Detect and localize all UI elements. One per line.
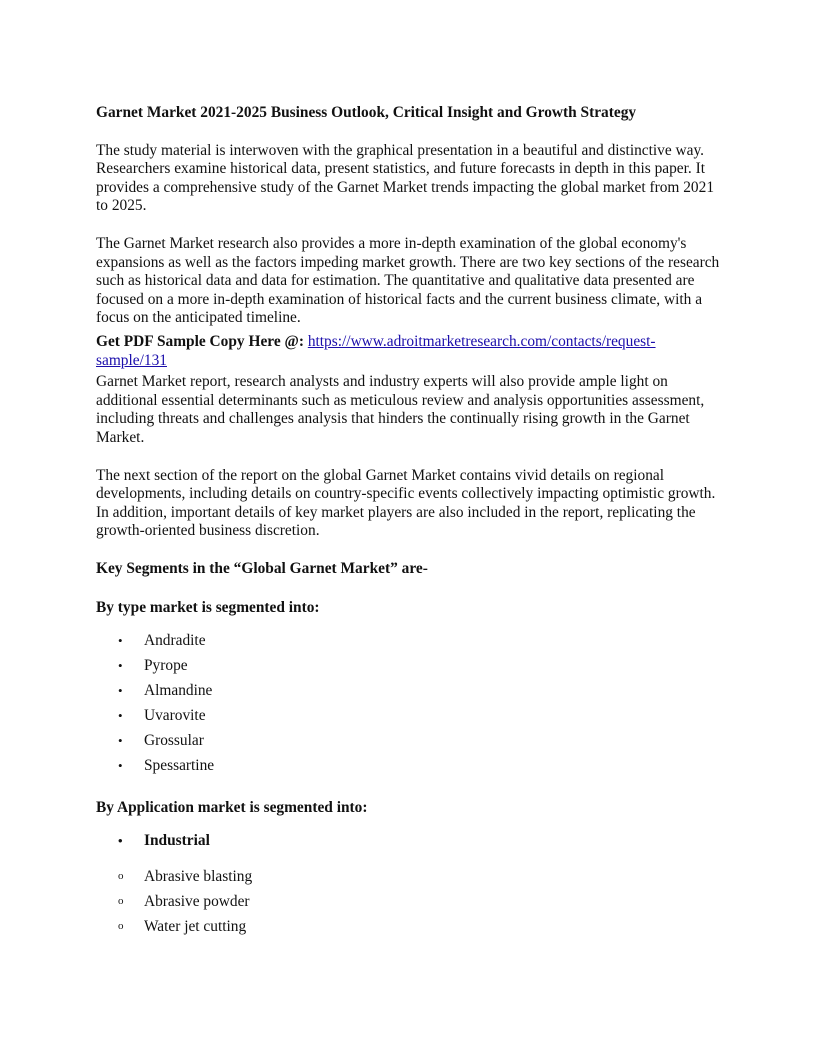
circle-bullet-icon: o [118,894,124,907]
bullet-icon: • [118,633,123,649]
bullet-icon: • [118,832,123,848]
determinants-paragraph: Garnet Market report, research analysts and industry experts will also provide ample light on additional essential determinants such as meticulous review and analysis opportunities assessment, including threats and challenges analysis that hinders the continually rising growth in the Garnet Market. [96,373,705,446]
sample-copy-label: Get PDF Sample Copy Here @: [96,332,304,350]
list-item: • Pyrope [96,653,726,678]
sample-copy-link[interactable]: https://www.adroitmarketresearch.com/contacts/request-sample/131 [96,332,656,369]
list-item: • Uvarovite [96,703,726,728]
list-item: o Water jet cutting [96,914,726,939]
application-segment-heading: By Application market is segmented into: [96,799,368,817]
regional-paragraph: The next section of the report on the global Garnet Market contains vivid details on regional developments, including details on country-specific events collectively impacting optimistic growth. In addition, important details of key market players are also included in the report, replicating the growth-oriented business discretion. [96,466,716,540]
document-body [96,104,726,939]
sample-copy-line [96,333,726,370]
type-segment-heading: By type market is segmented into: [96,599,320,617]
circle-bullet-icon: o [118,869,124,882]
list-item: • Almandine [96,678,726,703]
key-segments-heading: Key Segments in the “Global Garnet Market” are- [96,559,428,577]
list-item: o Abrasive blasting [96,864,726,889]
bullet-icon: • [118,658,123,674]
bullet-icon: • [118,683,123,699]
document-title: Garnet Market 2021-2025 Business Outlook, Critical Insight and Growth Strategy [96,104,637,121]
list-item: • Spessartine [96,753,726,778]
research-paragraph: The Garnet Market research also provides a more in-depth examination of the global economy's expansions as well as the factors impeding market growth. There are two key sections of the research such as historical data and data for estimation. The quantitative and qualitative data presented are focused on a more in-depth examination of historical facts and the current business climate, with a focus on the anticipated timeline. [96,234,720,327]
application-sub-list [96,864,726,939]
list-item: • Andradite [96,628,726,653]
intro-paragraph: The study material is interwoven with the graphical presentation in a beautiful and distinctive way. Researchers examine historical data, present statistics, and future forecasts in depth in this paper. It provides a comprehensive study of the Garnet Market trends impacting the global market from 2021 to 2025. [96,141,715,215]
circle-bullet-icon: o [118,919,124,932]
bullet-icon: • [118,733,123,749]
type-segment-list [96,628,726,778]
list-item: • Grossular [96,728,726,753]
list-item: o Abrasive powder [96,889,726,914]
list-item: • Industrial [96,828,726,853]
bullet-icon: • [118,758,123,774]
application-category-list [96,828,726,853]
bullet-icon: • [118,708,123,724]
